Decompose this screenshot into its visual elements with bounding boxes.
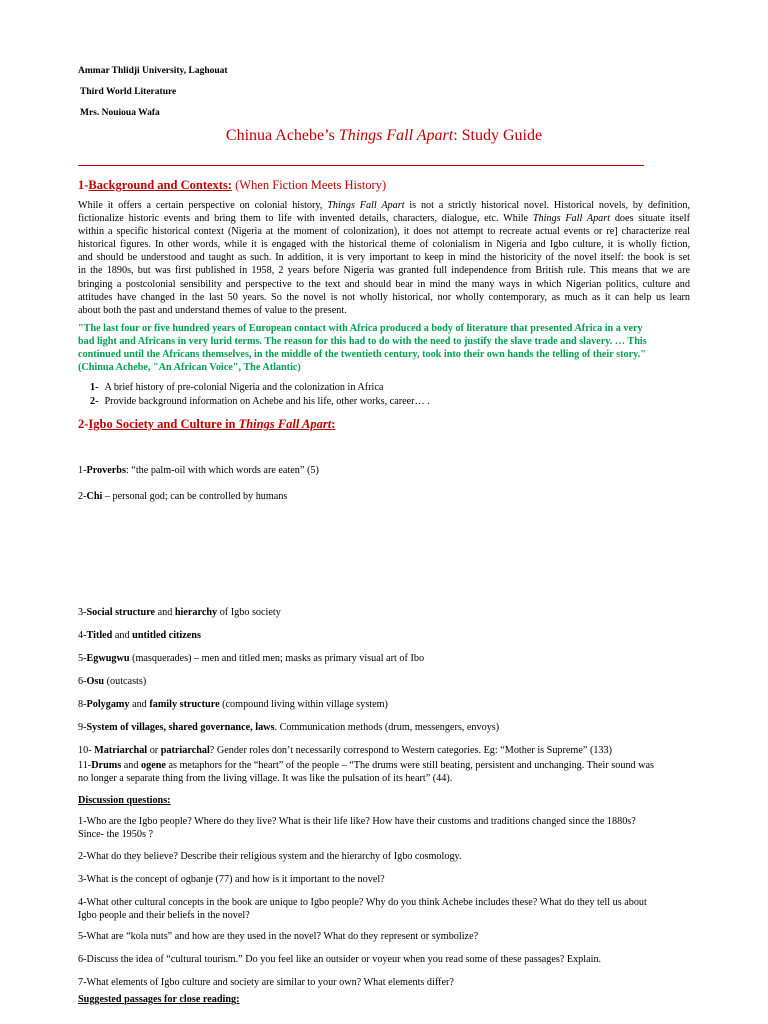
list-item: 10- Matriarchal or patriarchal? Gender roles don’t necessarily correspond to Western categories. Eg: “Mother is Supreme” (133) xyxy=(78,745,613,756)
list-item: 1-Proverbs: “the palm-oil with which words are eaten” (5) xyxy=(78,465,319,476)
quote-line: continued until the Africans themselves, in the middle of the twentieth century, took into their own hands the telling of their story." xyxy=(78,349,646,360)
discussion-question: 3-What is the concept of ogbanje (77) and how is it important to the novel? xyxy=(78,874,385,885)
section-heading-background: 1-Background and Contexts: (When Fiction Meets History) xyxy=(78,178,387,192)
teacher-name: Mrs. Nouioua Wafa xyxy=(80,108,160,118)
list-item: 9-System of villages, shared governance, laws. Communication methods (drum, messengers, envoys) xyxy=(78,722,500,733)
title-divider xyxy=(78,165,644,166)
quote-line: "The last four or five hundred years of European contact with Africa produced a body of literature that presented Africa in a very xyxy=(78,323,643,334)
list-item-drums: 11-Drums and ogene as metaphors for the “heart” of the people – “The drums were still beating, persistent and unchanging. Their sound was no longer a separate thing from the living village. It was like the pulsation of its heart” (44). xyxy=(78,760,655,785)
course-name: Third World Literature xyxy=(80,87,177,97)
paragraph-line: within a specific historical context (Nigeria at the moment of colonization), it does not attempt to recreate actual events or re] characterize real xyxy=(78,226,690,238)
achebe-quote xyxy=(78,322,698,374)
university-name: Ammar Thlidji University, Laghouat xyxy=(78,66,228,76)
paragraph-line: in the 1890s, but was first published in 1958, 2 years before Nigeria was granted full independence from British rule. This means that we are xyxy=(78,265,690,277)
paragraph-line: historical figures. In other words, while it is engaged with the historical theme of colonialism in Nigeria and Igbo culture, it is wholly fiction, xyxy=(78,239,690,251)
passages-heading: Suggested passages for close reading: xyxy=(78,994,240,1005)
book-title: Things Fall Apart xyxy=(338,127,454,144)
discussion-question: 1-Who are the Igbo people? Where do they live? What is their life like? How have their customs and traditions changed since the 1880s? Since- the 1950s ? xyxy=(78,816,636,841)
paragraph-line: attitudes have changed in the last 50 years. So the novel is not wholly historical, nor wholly contemporary, as much as it can help us learn xyxy=(78,291,690,303)
list-item: 4-Titled and untitled citizens xyxy=(78,630,201,641)
paragraph-line: about both the past and understand themes of value to the present. xyxy=(78,304,347,316)
list-item: 1- A brief history of pre-colonial Nigeria and the colonization in Africa xyxy=(90,382,384,393)
quote-line: bad light and Africans in very lurid terms. The reason for this had to do with the need to justify the slave trade and slavery. … This xyxy=(78,336,647,347)
list-item: 6-Osu (outcasts) xyxy=(78,676,147,687)
background-paragraph xyxy=(78,199,690,317)
discussion-question: 4-What other cultural concepts in the book are unique to Igbo people? Why do you think Achebe includes these? What do they tell us about Igbo people and their beliefs in the novel? xyxy=(78,897,647,922)
discussion-question: 6-Discuss the idea of “cultural tourism.” Do you feel like an outsider or voyeur when you read some of these passages? Explain. xyxy=(78,954,602,965)
section-heading-igbo-society: 2-Igbo Society and Culture in Things Fall Apart: xyxy=(78,417,336,431)
discussion-question: 2-What do they believe? Describe their religious system and the hierarchy of Igbo cosmology. xyxy=(78,851,462,862)
page-title: Chinua Achebe’s Things Fall Apart: Study Guide xyxy=(225,127,543,144)
discussion-heading: Discussion questions: xyxy=(78,795,171,806)
list-item: 2-Chi – personal god; can be controlled by humans xyxy=(78,491,288,502)
paragraph-line: and should be understood and taught as such. In addition, it is very important to keep in mind the historicity of the novel itself: the book is set xyxy=(78,252,690,264)
discussion-question: 5-What are “kola nuts” and how are they used in the novel? What do they represent or symbolize? xyxy=(78,931,479,942)
discussion-question: 7-What elements of Igbo culture and society are similar to your own? What elements differ? xyxy=(78,977,454,988)
paragraph-line: fictionalize historic events and bring them to life with invented details, characters, dialogue, etc. While Things Fall Apart does situate itself xyxy=(78,213,690,225)
list-item: 2- Provide background information on Achebe and his life, other works, career… . xyxy=(90,396,430,407)
list-item: 5-Egwugwu (masquerades) – men and titled men; masks as primary visual art of Ibo xyxy=(78,653,425,664)
paragraph-line: While it offers a certain perspective on colonial history, Things Fall Apart is not a strictly historical novel. Historical novels, by definition, xyxy=(78,200,690,211)
list-item: 8-Polygamy and family structure (compound living within village system) xyxy=(78,699,388,710)
paragraph-line: bringing a postcolonial sensibility and perspective to the text and should bear in mind the many ways in which Nigerian politics, culture and xyxy=(78,278,690,290)
list-item: 3-Social structure and hierarchy of Igbo society xyxy=(78,607,281,618)
quote-line: (Chinua Achebe, "An African Voice", The Atlantic) xyxy=(78,362,301,373)
